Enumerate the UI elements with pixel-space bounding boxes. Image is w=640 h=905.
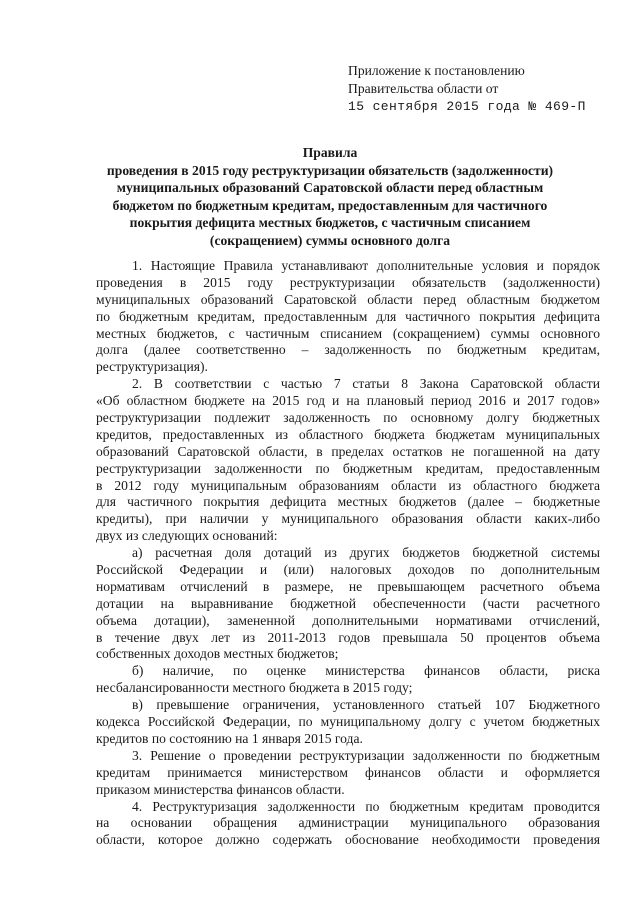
body-line: для частичного покрытия дефицита местных бюджетов (далее – бюджетные	[96, 494, 600, 510]
body-line: а) расчетная доля дотаций из других бюджетов бюджетной системы	[132, 545, 600, 561]
body-line: в) превышение ограничения, установленного статьей 107 Бюджетного	[132, 697, 600, 713]
body-line: по бюджетным кредитам, предоставленным для частичного покрытия дефицита	[96, 308, 600, 324]
body-line: несбалансированности местного бюджета в 2015 году;	[96, 680, 413, 696]
header-line: Приложение к постановлению	[348, 63, 525, 78]
body-line: объема дотации), замененной дополнительными нормативами отчислений,	[96, 612, 600, 628]
title-line: бюджетом по бюджетным кредитам, предоставленным для частичного	[112, 197, 548, 213]
body-line: «Об областном бюджете на 2015 год и на плановый период 2016 и 2017 годов»	[96, 393, 600, 409]
title-line: покрытия дефицита местных бюджетов, с частичным списанием	[129, 215, 531, 231]
body-line: б) наличие, по оценке министерства финансов области, риска	[132, 663, 600, 679]
header-line: Правительства области от	[348, 81, 499, 96]
body-line: 3. Решение о проведении реструктуризации задолженности по бюджетным	[132, 747, 600, 763]
body-line: кредитов по состоянию на 1 января 2015 года.	[96, 730, 363, 746]
document-body	[96, 258, 600, 849]
title-line: муниципальных образований Саратовской области перед областным	[116, 180, 544, 196]
body-line: кредитам принимается министерством финансов области и оформляется	[96, 764, 600, 780]
header-date-number: 15 сентября 2015 года № 469-П	[348, 99, 586, 114]
body-line: кодекса Российской Федерации, по муниципальному долгу с учетом бюджетных	[96, 714, 600, 730]
body-line: долга (далее соответственно – задолженность по бюджетным кредитам,	[96, 342, 600, 358]
body-line: кредиты), при наличии у муниципального образования области каких-либо	[96, 511, 600, 527]
body-line: 2. В соответствии с частью 7 статьи 8 Закона Саратовской области	[132, 376, 600, 392]
body-line: в течение двух лет из 2011-2013 годов превышала 50 процентов объема	[96, 629, 600, 645]
body-line: области, которое должно содержать обоснование необходимости проведения	[96, 832, 600, 848]
body-line: Российской Федерации и (или) налоговых доходов по дополнительным	[96, 562, 600, 578]
body-line: 1. Настоящие Правила устанавливают дополнительные условия и порядок	[132, 258, 600, 273]
body-line: кредитов, предоставленных из областного бюджета бюджетам муниципальных	[96, 426, 600, 442]
title-line: (сокращением) суммы основного долга	[209, 232, 451, 248]
body-line: реструктуризация).	[96, 359, 208, 375]
body-line: дотации на выравнивание бюджетной обеспеченности (части расчетного	[96, 595, 600, 611]
body-line: местных бюджетов, с частичным списанием (сокращением) суммы основного	[96, 325, 600, 341]
document-title	[88, 144, 572, 250]
body-line: в 2012 году муниципальным образованиям области из областного бюджета	[96, 477, 600, 493]
body-line: реструктуризации подлежит задолженность по основному долгу бюджетных	[96, 410, 600, 426]
title-line: проведения в 2015 году реструктуризации обязательств (задолженности)	[106, 162, 554, 178]
body-line: реструктуризации задолженности по бюджетным кредитам, предоставленным	[96, 460, 600, 476]
body-line: муниципальных образований Саратовской области перед областным бюджетом	[96, 291, 600, 307]
body-line: собственных доходов местных бюджетов;	[96, 646, 339, 662]
body-line: двух из следующих оснований:	[96, 528, 278, 544]
body-line: на основании обращения администрации муниципального образования	[96, 815, 600, 831]
body-line: проведения в 2015 году реструктуризации обязательств (задолженности)	[96, 274, 600, 290]
appendix-header	[348, 62, 586, 116]
title-line: Правила	[302, 145, 358, 160]
body-line: образований Саратовской области, в пределах остатков не погашенной на дату	[96, 443, 600, 459]
body-line: нормативам отчислений в размере, не превышающем расчетного объема	[96, 578, 600, 594]
body-line: приказом министерства финансов области.	[96, 781, 345, 797]
body-line: 4. Реструктуризация задолженности по бюджетным кредитам проводится	[132, 798, 600, 814]
